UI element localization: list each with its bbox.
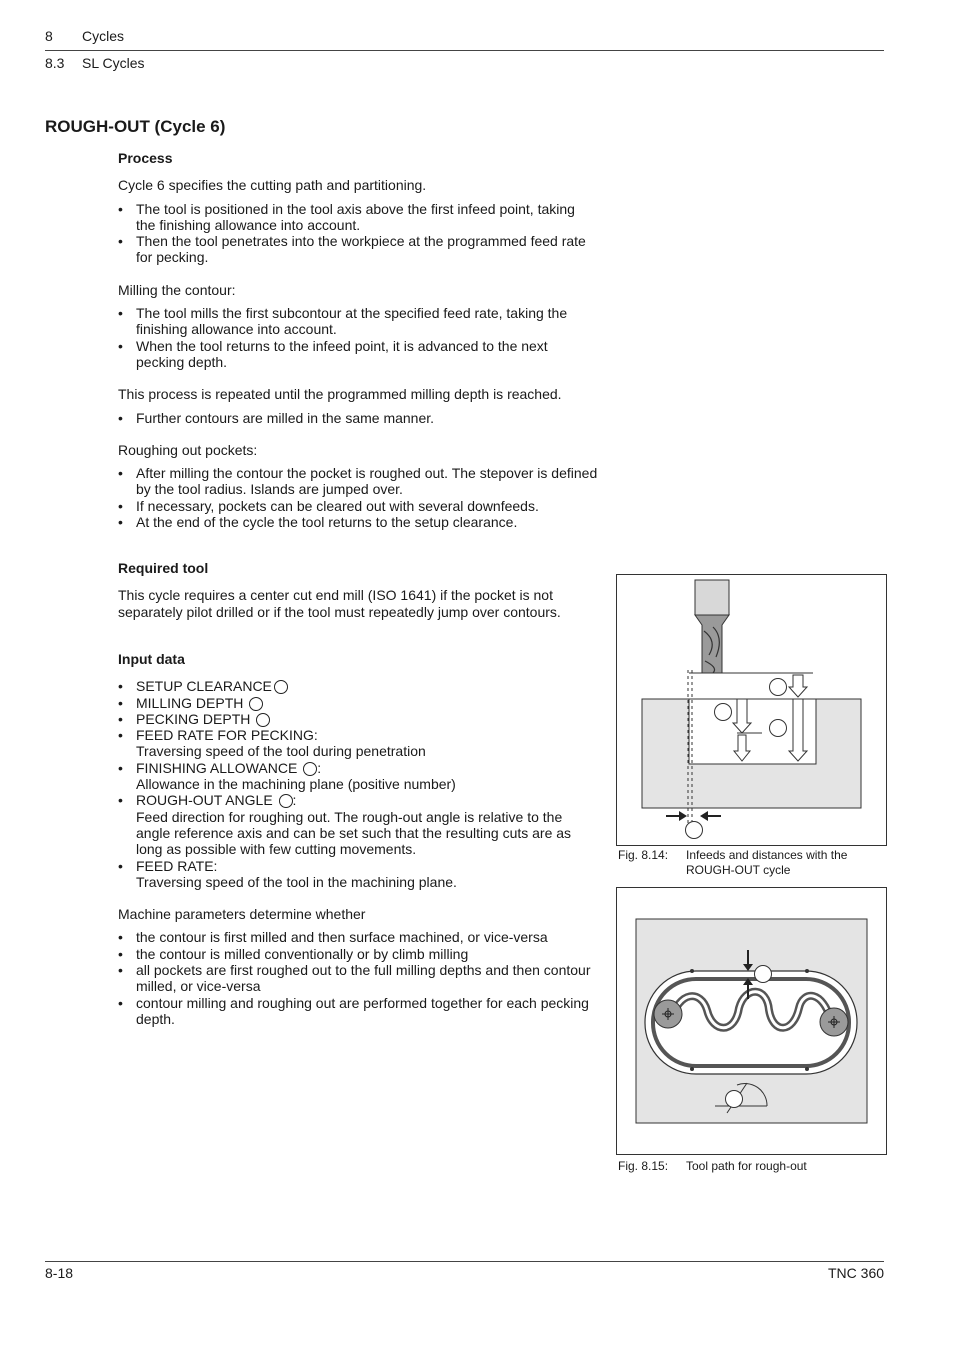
list-item: • the contour is milled conventionally or by climb milling bbox=[118, 946, 598, 962]
section-number: 8.3 bbox=[45, 55, 65, 71]
list-item: • the contour is first milled and then surface machined, or vice-versa bbox=[118, 929, 598, 945]
process-list-4 bbox=[118, 465, 598, 530]
label-circle-icon bbox=[726, 1091, 743, 1108]
list-item bbox=[118, 792, 598, 857]
figure-number: Fig. 8.14: bbox=[618, 848, 669, 862]
process-heading: Process bbox=[118, 150, 173, 166]
input-data-heading: Input data bbox=[118, 651, 185, 667]
list-item: • The tool is positioned in the tool axis above the first infeed point, taking the finishing allowance into account. bbox=[118, 201, 598, 234]
process-section bbox=[118, 150, 598, 530]
parameter-suffix: : bbox=[317, 759, 322, 776]
list-item: • all pockets are first roughed out to the full milling depths and then contour milled, or vice-versa bbox=[118, 962, 598, 995]
process-list-1 bbox=[118, 201, 598, 266]
required-tool-section bbox=[118, 560, 598, 620]
parameter-symbol-icon bbox=[256, 713, 270, 727]
list-item: • At the end of the cycle the tool returns to the setup clearance. bbox=[118, 514, 598, 530]
process-intro: Cycle 6 specifies the cutting path and partitioning. bbox=[118, 177, 427, 194]
infeeds-diagram bbox=[617, 575, 886, 845]
parameter-symbol-icon bbox=[249, 697, 263, 711]
parameter-label: FEED RATE: bbox=[136, 857, 218, 874]
input-data-list bbox=[118, 678, 598, 890]
cutter-icon bbox=[654, 1000, 682, 1028]
required-tool-heading: Required tool bbox=[118, 560, 209, 576]
list-item: • The tool mills the first subcontour at the specified feed rate, taking the finishing allowance into account. bbox=[118, 305, 598, 338]
section-title: SL Cycles bbox=[82, 55, 145, 71]
parameter-description: Traversing speed of the tool in the machining plane. bbox=[136, 873, 457, 890]
list-item: • After milling the contour the pocket is roughed out. The stepover is defined by the tool radius. Islands are jumped over. bbox=[118, 465, 598, 498]
chapter-header bbox=[45, 28, 124, 44]
list-item: • If necessary, pockets can be cleared out with several downfeeds. bbox=[118, 498, 598, 514]
figure-caption-line: ROUGH-OUT cycle bbox=[686, 863, 791, 877]
page-title: ROUGH-OUT (Cycle 6) bbox=[45, 117, 226, 136]
list-item: • Further contours are milled in the same manner. bbox=[118, 410, 598, 426]
parameter-symbol-icon bbox=[303, 762, 317, 776]
figure-caption-line: Tool path for rough-out bbox=[686, 1159, 807, 1173]
figure-caption-line: Infeeds and distances with the bbox=[686, 848, 848, 862]
label-circle-icon bbox=[770, 720, 787, 737]
roughing-label: Roughing out pockets: bbox=[118, 441, 258, 458]
label-circle-icon bbox=[715, 704, 732, 721]
figure-number: Fig. 8.15: bbox=[618, 1159, 669, 1173]
required-tool-text: This cycle requires a center cut end mill (ISO 1641) if the pocket is not separately pilot drilled or if the tool must repeatedly jump over contours. bbox=[118, 587, 561, 620]
parameter-label: PECKING DEPTH bbox=[136, 710, 251, 727]
chapter-title: Cycles bbox=[82, 28, 125, 44]
parameter-symbol-icon bbox=[274, 680, 288, 694]
header-rule bbox=[45, 50, 884, 51]
chapter-number: 8 bbox=[45, 28, 53, 44]
parameter-label: MILLING DEPTH bbox=[136, 694, 244, 711]
figure-caption-2 bbox=[618, 1159, 807, 1174]
tool-path-diagram bbox=[617, 888, 886, 1154]
repeat-text: This process is repeated until the programmed milling depth is reached. bbox=[118, 386, 562, 403]
milling-label: Milling the contour: bbox=[118, 281, 236, 298]
label-circle-icon bbox=[755, 966, 772, 983]
parameter-suffix: : bbox=[292, 792, 297, 809]
list-item bbox=[118, 858, 598, 891]
input-data-section bbox=[118, 651, 598, 1027]
list-item bbox=[118, 695, 598, 711]
parameter-description: Feed direction for roughing out. The rough-out angle is relative to the angle reference axis and can be set such that the resulting cuts are as long as possible with few cutting movements. bbox=[136, 808, 572, 858]
end-mill-icon bbox=[695, 580, 729, 673]
process-list-3 bbox=[118, 410, 598, 426]
figure-tool-path bbox=[616, 887, 887, 1155]
process-list-2 bbox=[118, 305, 598, 370]
list-item bbox=[118, 760, 598, 793]
parameter-label: FINISHING ALLOWANCE bbox=[136, 759, 298, 776]
parameter-label: ROUGH-OUT ANGLE bbox=[136, 792, 273, 809]
machine-parameters-text: Machine parameters determine whether bbox=[118, 906, 366, 923]
list-item bbox=[118, 727, 598, 760]
section-header bbox=[45, 55, 145, 71]
figure-caption-1 bbox=[618, 848, 847, 878]
parameter-label: FEED RATE FOR PECKING: bbox=[136, 727, 318, 744]
page-number: 8-18 bbox=[45, 1265, 74, 1281]
machine-parameters-list bbox=[118, 929, 598, 1027]
list-item bbox=[118, 711, 598, 727]
parameter-symbol-icon bbox=[279, 794, 293, 808]
label-circle-icon bbox=[686, 822, 703, 839]
list-item: • contour milling and roughing out are performed together for each pecking depth. bbox=[118, 995, 598, 1028]
list-item: • Then the tool penetrates into the workpiece at the programmed feed rate for pecking. bbox=[118, 233, 598, 266]
figure-infeeds bbox=[616, 574, 887, 846]
parameter-label: SETUP CLEARANCE bbox=[136, 678, 272, 695]
parameter-description: Traversing speed of the tool during penetration bbox=[136, 743, 426, 760]
label-circle-icon bbox=[770, 679, 787, 696]
product-name: TNC 360 bbox=[828, 1265, 885, 1281]
list-item: • When the tool returns to the infeed point, it is advanced to the next pecking depth. bbox=[118, 338, 598, 371]
cutter-icon bbox=[820, 1008, 848, 1036]
parameter-description: Allowance in the machining plane (positive number) bbox=[136, 776, 456, 793]
footer-rule bbox=[45, 1261, 884, 1262]
list-item bbox=[118, 678, 598, 694]
